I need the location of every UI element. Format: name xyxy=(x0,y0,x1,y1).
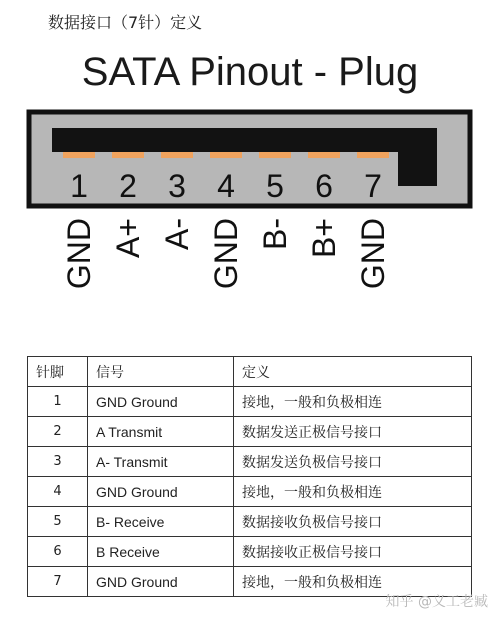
pin-label-3: A- xyxy=(159,218,195,250)
cell-signal: B Receive xyxy=(88,537,234,567)
cell-signal: A Transmit xyxy=(88,417,234,447)
cell-signal: B- Receive xyxy=(88,507,234,537)
cell-definition: 接地，一般和负极相连 xyxy=(234,567,472,597)
pin-label-7: GND xyxy=(355,218,391,290)
pin-label-1: GND xyxy=(61,218,97,290)
pin-label-4: GND xyxy=(208,218,244,290)
cell-signal: GND Ground xyxy=(88,477,234,507)
pin-number-7: 7 xyxy=(364,168,382,204)
figure-title: SATA Pinout - Plug xyxy=(81,50,419,94)
pin-contact-1 xyxy=(63,152,95,158)
table-row xyxy=(28,537,472,567)
cell-signal: A- Transmit xyxy=(88,447,234,477)
pin-contact-2 xyxy=(112,152,144,158)
cell-pin: 3 xyxy=(28,447,88,477)
cell-pin: 6 xyxy=(28,537,88,567)
pin-number-5: 5 xyxy=(266,168,284,204)
cell-pin: 7 xyxy=(28,567,88,597)
pin-label-5: B- xyxy=(257,218,293,250)
pin-number-3: 3 xyxy=(168,168,186,204)
pin-contact-3 xyxy=(161,152,193,158)
cell-definition: 数据接收正极信号接口 xyxy=(234,537,472,567)
table-row xyxy=(28,477,472,507)
cell-pin: 2 xyxy=(28,417,88,447)
cell-definition: 接地，一般和负极相连 xyxy=(234,477,472,507)
watermark: 知乎 @义工老臧 xyxy=(385,594,488,610)
cell-definition: 数据发送负极信号接口 xyxy=(234,447,472,477)
cell-pin: 1 xyxy=(28,387,88,417)
table-header-row xyxy=(28,357,472,387)
cell-signal: GND Ground xyxy=(88,387,234,417)
table-row xyxy=(28,447,472,477)
header-signal: 信号 xyxy=(88,357,234,387)
pin-number-6: 6 xyxy=(315,168,333,204)
pin-labels xyxy=(61,218,391,289)
pin-number-4: 4 xyxy=(217,168,235,204)
pin-contact-4 xyxy=(210,152,242,158)
header-pin: 针脚 xyxy=(28,357,88,387)
pin-number-2: 2 xyxy=(119,168,137,204)
cell-definition: 数据发送正极信号接口 xyxy=(234,417,472,447)
pin-label-6: B+ xyxy=(306,218,342,259)
pin-contact-6 xyxy=(308,152,340,158)
pin-contact-5 xyxy=(259,152,291,158)
table-row xyxy=(28,387,472,417)
header-definition: 定义 xyxy=(234,357,472,387)
table-row xyxy=(28,417,472,447)
cell-pin: 4 xyxy=(28,477,88,507)
cell-definition: 接地，一般和负极相连 xyxy=(234,387,472,417)
pin-contact-7 xyxy=(357,152,389,158)
pin-label-2: A+ xyxy=(110,218,146,259)
cell-signal: GND Ground xyxy=(88,567,234,597)
page-heading: 数据接口（7针）定义 xyxy=(48,13,203,32)
cell-pin: 5 xyxy=(28,507,88,537)
pin-number-1: 1 xyxy=(70,168,88,204)
pinout-table xyxy=(27,356,472,597)
cell-definition: 数据接收负极信号接口 xyxy=(234,507,472,537)
table-row xyxy=(28,507,472,537)
